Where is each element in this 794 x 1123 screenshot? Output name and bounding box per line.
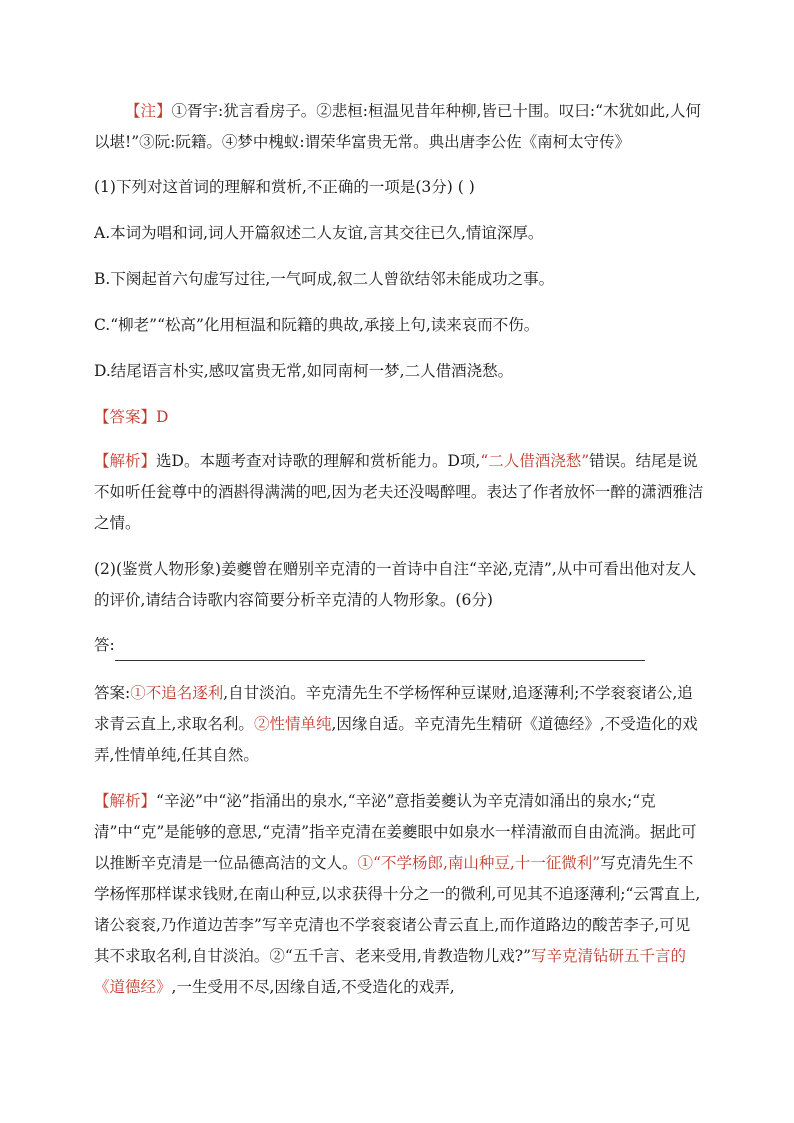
- option-a-text: A.本词为唱和词,词人开篇叙述二人友谊,言其交往已久,情谊深厚。: [94, 224, 544, 242]
- answer2: [94, 678, 704, 771]
- option-d-text: D.结尾语言朴实,感叹富贵无常,如同南柯一梦,二人借酒浇愁。: [94, 362, 514, 380]
- analysis1-tag: 【解析】: [94, 452, 157, 470]
- option-b: [94, 264, 704, 295]
- question1-prompt: [94, 172, 704, 203]
- answer2-red1: ①不追名逐利: [130, 684, 224, 702]
- note-tag: 【注】: [125, 102, 172, 120]
- answer1: [94, 402, 704, 433]
- option-d: [94, 356, 704, 387]
- option-c-text: C.“柳老”“松高”化用桓温和阮籍的典故,承接上句,读来哀而不伤。: [94, 316, 540, 334]
- question2-prompt-text: (2)(鉴赏人物形象)姜夔曾在赠别辛克清的一首诗中自注“辛泌,克清”,从中可看出他对友人的评价,请结合诗歌内容简要分析辛克清的人物形象。(6分): [94, 560, 697, 609]
- analysis2-red2: 写辛克清钻研五千言的《道德经》: [94, 947, 687, 996]
- note-text: ①胥宇:犹言看房子。②悲桓:桓温见昔年种柳,皆已十围。叹曰:“木犹如此,人何以堪!”③阮:阮籍。④梦中槐蚁:谓荣华富贵无常。典出唐李公佐《南柯太守传》: [94, 102, 701, 151]
- answer-label: 答:: [94, 636, 115, 654]
- answer2-prefix: 答案:: [94, 684, 131, 702]
- answer1-value: D: [156, 408, 169, 426]
- answer2-text2: ,因缘自适。辛克清先生精研《道德经》,不受造化的戏弄,性情单纯,任其自然。: [94, 715, 698, 764]
- answer1-tag: 【答案】: [94, 408, 157, 426]
- note-paragraph: [94, 96, 704, 158]
- question1-prompt-text: (1)下列对这首词的理解和赏析,不正确的一项是(3分) ( ): [94, 178, 475, 196]
- analysis2-red1: ①“不学杨郎,南山种豆,十一征微利”: [357, 854, 601, 872]
- analysis1-post: 错误。结尾是说不如听任瓮尊中的酒斟得满满的吧,因为老夫还没喝醉哩。表达了作者放怀一醉的潇洒雅洁之情。: [94, 452, 704, 532]
- option-c: [94, 310, 704, 341]
- answer-line-row: [94, 630, 704, 661]
- analysis1-pre: 选D。本题考查对诗歌的理解和赏析能力。D项,: [156, 452, 481, 470]
- answer-blank-line[interactable]: [115, 640, 645, 661]
- analysis2-tag: 【解析】: [94, 792, 157, 810]
- analysis2-p3: ,一生受用不尽,因缘自适,不受造化的戏弄,: [171, 978, 455, 996]
- option-a: [94, 218, 704, 249]
- note-section: [94, 96, 704, 158]
- answer2-red2: ②性情单纯: [253, 715, 332, 733]
- answer2-text1: ,自甘淡泊。辛克清先生不学杨恽种豆谋财,追逐薄利;不学衮衮诸公,追求青云直上,求取名利。: [94, 684, 693, 733]
- analysis1: [94, 446, 704, 539]
- question2-prompt: [94, 554, 704, 616]
- analysis1-red: “二人借酒浇愁”: [480, 452, 590, 470]
- analysis2: [94, 786, 704, 1003]
- analysis2-p2: 写克清先生不学杨恽那样谋求钱财,在南山种豆,以求获得十分之一的微利,可见其不追逐薄利;“云霄直上,诸公衮衮,乃作道边苦李”写辛克清也不学衮衮诸公青云直上,而作道路边的酸苦李子,可见其不求取名利,自甘淡泊。②“五千言、老来受用,肯教造物儿戏?”: [94, 854, 701, 965]
- analysis2-p1: “辛泌”中“泌”指涌出的泉水,“辛泌”意指姜夔认为辛克清如涌出的泉水;“克清”中“克”是能够的意思,“克清”指辛克清在姜夔眼中如泉水一样清澈而自由流淌。据此可以推断辛克清是一位品德高洁的文人。: [94, 792, 697, 872]
- option-b-text: B.下阕起首六句虚写过往,一气呵成,叙二人曾欲结邻未能成功之事。: [94, 270, 555, 288]
